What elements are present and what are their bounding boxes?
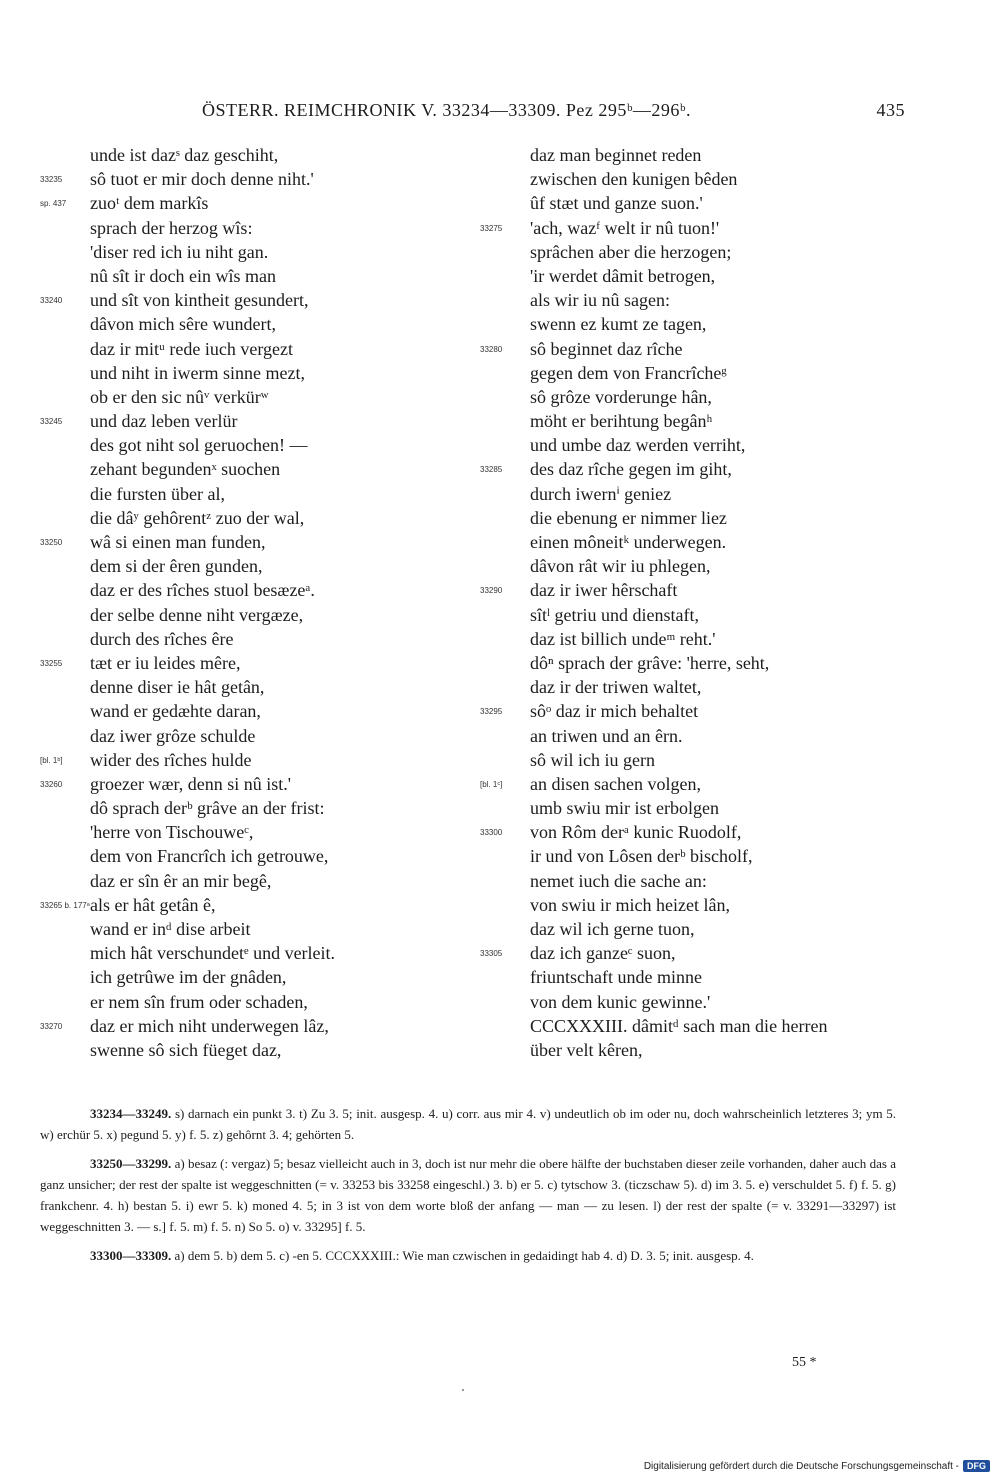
- right-verse-column: [480, 143, 910, 1062]
- verse-text: sîtˡ getriu und dienstaft,: [530, 604, 699, 625]
- footnote-range: 33234—33249.: [90, 1106, 172, 1121]
- verse-text: dem si der êren gunden,: [90, 556, 263, 577]
- verse-text: ûf stæt und ganze suon.': [530, 193, 703, 214]
- verse-text: durch des rîches êre: [90, 628, 234, 649]
- verse-text: die fursten über al,: [90, 483, 225, 504]
- verse-text: sprâchen aber die herzogen;: [530, 241, 732, 262]
- verse-text: des daz rîche gegen im giht,: [530, 459, 732, 480]
- verse-text: dôⁿ sprach der grâve: 'herre, seht,: [530, 652, 770, 673]
- verse-line: [480, 506, 910, 530]
- verse-line: [40, 143, 470, 167]
- verse-text: swenn ez kumt ze tagen,: [530, 314, 707, 335]
- verse-text: durch iwernⁱ geniez: [530, 483, 672, 504]
- verse-line: [40, 990, 470, 1014]
- verse-line: [40, 361, 470, 385]
- verse-text: daz ir mitᵘ rede iuch vergezt: [90, 338, 293, 359]
- line-number: 33295: [480, 707, 503, 717]
- verse-line: [40, 893, 470, 917]
- verse-line: [480, 216, 910, 240]
- verse-line: [480, 312, 910, 336]
- verse-line: [40, 820, 470, 844]
- verse-line: [40, 312, 470, 336]
- verse-line: [40, 433, 470, 457]
- footnote-block: [40, 1103, 896, 1145]
- footnote-text: a) dem 5. b) dem 5. c) -en 5. CCCXXXIII.: Wie man czwischen in gedaidingt hab 4. d) D. 3. 5; init. ausgesp. 4.: [174, 1248, 754, 1263]
- verse-line: [480, 1038, 910, 1062]
- verse-line: [480, 530, 910, 554]
- verse-text: der selbe denne niht vergæze,: [90, 604, 304, 625]
- verse-text: tæt er iu leides mêre,: [90, 652, 241, 673]
- verse-line: [40, 917, 470, 941]
- verse-text: swenne sô sich füeget daz,: [90, 1039, 282, 1060]
- footnote-block: [40, 1245, 896, 1266]
- verse-text: als er hât getân ê,: [90, 894, 216, 915]
- verse-text: nemet iuch die sache an:: [530, 870, 707, 891]
- page-number: 435: [876, 100, 905, 120]
- verse-line: [480, 240, 910, 264]
- verse-text: daz er des rîches stuol besæzeᵃ.: [90, 580, 315, 601]
- verse-line: [480, 748, 910, 772]
- verse-text: nû sît ir doch ein wîs man: [90, 265, 276, 286]
- verse-line: [40, 264, 470, 288]
- verse-text: 'herre von Tischouweᶜ,: [90, 822, 254, 843]
- verse-text: die dâʸ gehôrentᶻ zuo der wal,: [90, 507, 305, 528]
- verse-text: zwischen den kunigen bêden: [530, 169, 738, 190]
- verse-line: [40, 457, 470, 481]
- verse-text: möht er berihtung begânʰ: [530, 411, 713, 432]
- verse-text: ich getrûwe im der gnâden,: [90, 967, 287, 988]
- verse-text: dâvon mich sêre wundert,: [90, 314, 276, 335]
- verse-line: [480, 482, 910, 506]
- verse-line: [40, 1038, 470, 1062]
- verse-line: [40, 603, 470, 627]
- verse-text: sôᵒ daz ir mich behaltet: [530, 701, 699, 722]
- verse-text: sô beginnet daz rîche: [530, 338, 683, 359]
- verse-text: zehant begundenˣ suochen: [90, 459, 281, 480]
- verse-line: [480, 724, 910, 748]
- verse-line: [40, 482, 470, 506]
- line-number: 33235: [40, 175, 63, 185]
- footnote-range: 33300—33309.: [90, 1248, 172, 1263]
- verse-text: daz ir iwer hêrschaft: [530, 580, 678, 601]
- line-number: [bl. 1ᶜ]: [480, 779, 503, 789]
- line-number: sp. 437: [40, 199, 67, 209]
- line-number: 33290: [480, 586, 503, 596]
- running-header: [175, 100, 905, 128]
- verse-line: [480, 554, 910, 578]
- verse-text: und niht in iwerm sinne mezt,: [90, 362, 305, 383]
- verse-line: [40, 941, 470, 965]
- verse-line: [480, 990, 910, 1014]
- verse-line: [480, 143, 910, 167]
- verse-line: [40, 627, 470, 651]
- verse-text: daz iwer grôze schulde: [90, 725, 256, 746]
- verse-line: [480, 578, 910, 602]
- verse-line: [40, 288, 470, 312]
- verse-line: [480, 893, 910, 917]
- verse-line: [480, 699, 910, 723]
- footer-text: Digitalisierung gefördert durch die Deutsche Forschungsgemeinschaft -: [643, 1460, 959, 1472]
- verse-line: [40, 191, 470, 215]
- verse-text: 'ach, wazᶠ welt ir nû tuon!': [530, 217, 720, 238]
- verse-line: [40, 675, 470, 699]
- line-number: 33270: [40, 1021, 63, 1031]
- verse-text: als wir iu nû sagen:: [530, 290, 670, 311]
- verse-text: mich hât verschundetᵉ und verleit.: [90, 943, 336, 964]
- verse-text: und daz leben verlür: [90, 411, 238, 432]
- verse-line: [40, 506, 470, 530]
- verse-line: [40, 651, 470, 675]
- verse-line: [480, 361, 910, 385]
- line-number: 33260: [40, 779, 63, 789]
- verse-text: zuoᵗ dem markîs: [90, 193, 209, 214]
- line-number: 33255: [40, 658, 63, 668]
- verse-text: des got niht sol geruochen! —: [90, 435, 308, 456]
- verse-text: dâvon rât wir iu phlegen,: [530, 556, 711, 577]
- verse-text: daz er sîn êr an mir begê,: [90, 870, 272, 891]
- verse-line: [480, 869, 910, 893]
- verse-text: wand er gedæhte daran,: [90, 701, 261, 722]
- verse-line: [40, 409, 470, 433]
- left-verse-column: [40, 143, 470, 1062]
- verse-line: [40, 965, 470, 989]
- verse-line: [480, 965, 910, 989]
- verse-line: [480, 772, 910, 796]
- verse-line: [40, 1014, 470, 1038]
- verse-text: dô sprach derᵇ grâve an der frist:: [90, 798, 325, 819]
- verse-text: von swiu ir mich heizet lân,: [530, 894, 730, 915]
- verse-line: [40, 844, 470, 868]
- verse-text: er nem sîn frum oder schaden,: [90, 991, 308, 1012]
- verse-line: [480, 409, 910, 433]
- verse-text: daz ir der triwen waltet,: [530, 677, 702, 698]
- verse-line: [480, 191, 910, 215]
- line-number: 33240: [40, 296, 63, 306]
- verse-text: unde ist dazˢ daz geschiht,: [90, 145, 279, 165]
- verse-text: an disen sachen volgen,: [530, 773, 701, 794]
- verse-line: [40, 772, 470, 796]
- footer: [644, 1458, 990, 1474]
- verse-line: [40, 530, 470, 554]
- verse-line: [40, 578, 470, 602]
- verse-text: sô grôze vorderunge hân,: [530, 386, 712, 407]
- line-number: 33250: [40, 538, 63, 547]
- verse-text: ob er den sic nûᵛ verkürʷ: [90, 386, 269, 407]
- line-number: 33245: [40, 417, 63, 427]
- footnote-block: [40, 1153, 896, 1237]
- verse-text: sô tuot er mir doch denne niht.': [90, 169, 314, 190]
- page-dot: [462, 1389, 464, 1391]
- line-number: 33285: [480, 465, 503, 475]
- verse-line: [40, 167, 470, 191]
- verse-line: [40, 554, 470, 578]
- footnote-range: 33250—33299.: [90, 1156, 172, 1171]
- verse-text: wider des rîches hulde: [90, 749, 252, 770]
- line-number: 33265 b. 177ᵃ: [40, 900, 90, 910]
- footnote-text: s) darnach ein punkt 3. t) Zu 3. 5; init. ausgesp. 4. u) corr. aus mir 4. v) undeutlich ob im oder nu, doch wahrscheinlich letzteres 3; ym 5. w) erchür 5. x) pegund 5. y) f. 5. z) gehôrnt 3. 4; gehörten 5.: [40, 1106, 897, 1142]
- line-number: 33305: [480, 949, 503, 959]
- verse-line: [480, 385, 910, 409]
- verse-line: [480, 603, 910, 627]
- verse-line: [480, 651, 910, 675]
- verse-line: [480, 941, 910, 965]
- verse-text: friuntschaft unde minne: [530, 967, 702, 988]
- verse-line: [480, 457, 910, 481]
- verse-text: sprach der herzog wîs:: [90, 217, 253, 238]
- dfg-logo: DFG: [963, 1460, 990, 1472]
- verse-text: ir und von Lôsen derᵇ bischolf,: [530, 846, 753, 867]
- verse-text: daz ist billich undeᵐ reht.': [530, 628, 716, 649]
- verse-line: [480, 1014, 910, 1038]
- verse-text: wâ si einen man funden,: [90, 532, 266, 552]
- verse-line: [40, 699, 470, 723]
- verse-text: und umbe daz werden verriht,: [530, 435, 746, 456]
- verse-line: [40, 869, 470, 893]
- line-number: 33275: [480, 223, 503, 233]
- verse-text: groezer wær, denn si nû ist.': [90, 773, 291, 794]
- verse-text: daz er mich niht underwegen lâz,: [90, 1015, 329, 1036]
- verse-text: daz wil ich gerne tuon,: [530, 919, 695, 939]
- verse-line: [480, 675, 910, 699]
- verse-text: sô wil ich iu gern: [530, 749, 655, 770]
- verse-text: denne diser ie hât getân,: [90, 677, 265, 698]
- verse-text: von Rôm derᵃ kunic Ruodolf,: [530, 822, 742, 843]
- verse-line: [480, 917, 910, 941]
- verse-text: einen môneitᵏ underwegen.: [530, 532, 727, 552]
- verse-line: [480, 627, 910, 651]
- verse-line: [40, 337, 470, 361]
- verse-line: [480, 167, 910, 191]
- signature-mark: 55 *: [792, 1355, 817, 1370]
- verse-line: [40, 240, 470, 264]
- verse-text: daz ich ganzeᶜ suon,: [530, 943, 676, 964]
- verse-line: [40, 748, 470, 772]
- verse-text: daz man beginnet reden: [530, 145, 702, 165]
- verse-line: [480, 433, 910, 457]
- verse-line: [480, 844, 910, 868]
- verse-text: über velt kêren,: [530, 1039, 643, 1060]
- verse-line: [480, 288, 910, 312]
- line-number: 33280: [480, 344, 503, 354]
- verse-text: 'diser red ich iu niht gan.: [90, 241, 269, 262]
- verse-text: CCCXXXIII. dâmitᵈ sach man die herren: [530, 1015, 828, 1036]
- line-number: 33300: [480, 828, 503, 838]
- verse-line: [40, 216, 470, 240]
- running-title: ÖSTERR. REIMCHRONIK V. 33234—33309. Pez 295ᵇ—296ᵇ.: [202, 100, 692, 120]
- verse-line: [40, 385, 470, 409]
- verse-text: gegen dem von Francrîcheᵍ: [530, 362, 727, 383]
- verse-line: [480, 796, 910, 820]
- verse-text: die ebenung er nimmer liez: [530, 507, 727, 528]
- verse-line: [480, 820, 910, 844]
- footnotes: [40, 1103, 896, 1274]
- verse-text: dem von Francrîch ich getrouwe,: [90, 846, 329, 867]
- verse-text: wand er inᵈ dise arbeit: [90, 919, 251, 939]
- footnote-text: a) besaz (: vergaz) 5; besaz vielleicht auch in 3, doch ist nur mehr die obere hälfte der buchstaben dieser zeile vorhanden, daher auch das a ganz unsicher; der rest der spalte ist weggeschnitten (= v. 33253 bis 33258 eingeschl.) 3. b) er 5. c) tytschow 3. (ticzschaw 5). d) im 3. 5. e) verschuldet 5. f) f. 5. g) frankchenr. 4. h) bestan 5. i) ewr 5. k) moned 4. 5; in 3 ist von dem worte bloß der anfang — man — zu lesen. l) der rest der spalte (= v. 33291—33297) ist weggeschnitten 3. — s.] f. 5. m) f. 5. n) So 5. o) v. 33295] f. 5.: [40, 1156, 896, 1234]
- verse-text: umb swiu mir ist erbolgen: [530, 798, 719, 819]
- verse-text: und sît von kintheit gesundert,: [90, 290, 309, 311]
- verse-text: 'ir werdet dâmit betrogen,: [530, 265, 716, 286]
- verse-line: [480, 264, 910, 288]
- verse-line: [40, 796, 470, 820]
- verse-line: [480, 337, 910, 361]
- line-number: [bl. 1ᵇ]: [40, 755, 63, 765]
- verse-line: [40, 724, 470, 748]
- verse-text: an triwen und an êrn.: [530, 725, 683, 746]
- verse-text: von dem kunic gewinne.': [530, 991, 711, 1012]
